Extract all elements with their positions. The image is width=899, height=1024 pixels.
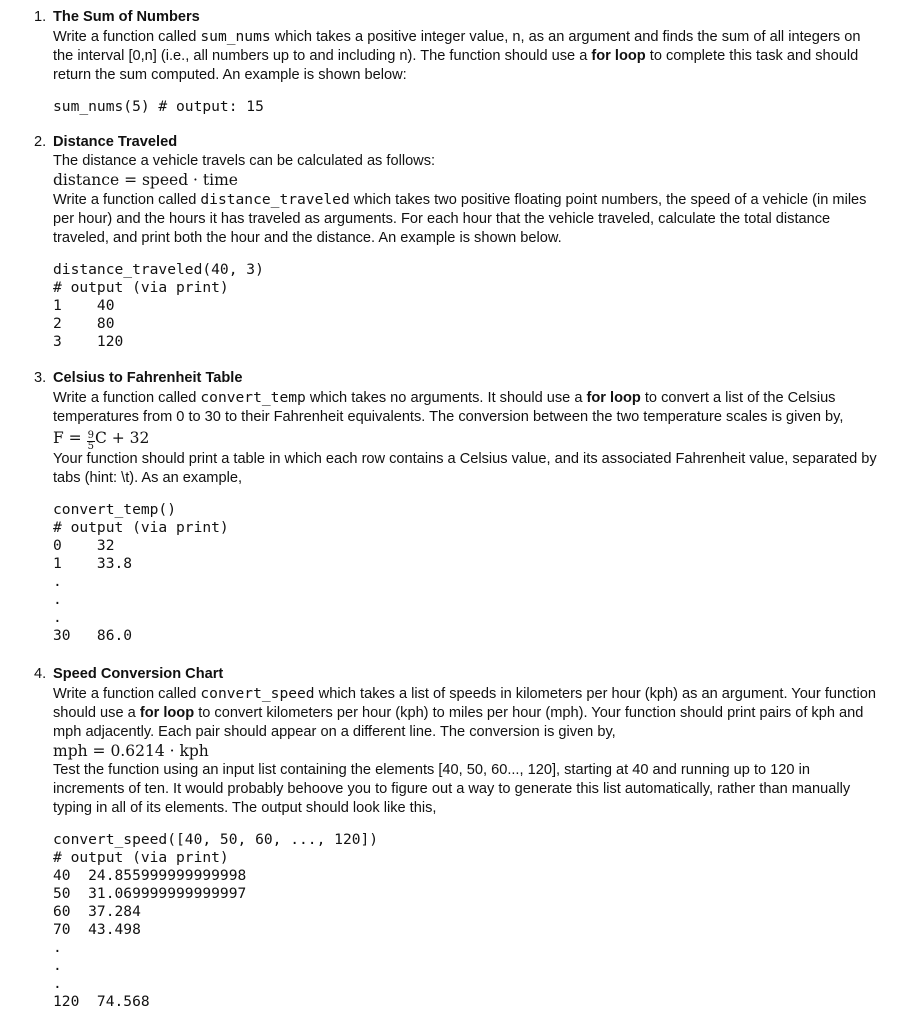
fraction: $\frac{9}{5}$: [87, 430, 94, 452]
formula: distance = speed · time: [53, 171, 238, 189]
problem-description: Write a function called convert_speed which takes a list of speeds in kilometers per hour (kph) as an argument. Your function should use a for loop to convert kilometers per hour (kph) to miles per hour (mph). Your function should print pairs of kph and mph adjacently. Each pair should appear on a different line. The conversion is given by,: [53, 685, 876, 740]
problem-number: 1.: [34, 9, 47, 25]
problem-title: Celsius to Fahrenheit Table: [53, 370, 243, 386]
formula: mph = 0.6214 · kph: [53, 742, 209, 760]
ellipsis-dots: . . .: [53, 939, 62, 992]
code-example: sum_nums(5) # output: 15: [53, 98, 264, 115]
ellipsis-dots: . . .: [53, 573, 62, 626]
problem-title: Distance Traveled: [53, 134, 178, 150]
formula: F = $\frac{9}{5}$ C + 32: [53, 429, 150, 452]
code-example-end: 120 74.568: [53, 993, 150, 1010]
problem-2: [34, 133, 884, 351]
problem-title: The Sum of Numbers: [53, 9, 200, 25]
problem-description: Write a function called sum_nums which takes a positive integer value, n, as an argument and finds the sum of all integers on the interval [0,n] (i.e., all numbers up to and including n). The function should use a for loop to complete this task and should return the sum computed. An example is shown below:: [53, 28, 861, 83]
problem-description-2: Your function should print a table in which each row contains a Celsius value, and its associated Fahrenheit value, separated by tabs (hint: \t). As an example,: [53, 451, 877, 486]
problem-title: Speed Conversion Chart: [53, 666, 224, 682]
problem-intro: The distance a vehicle travels can be calculated as follows:: [53, 153, 436, 169]
code-example: convert_temp() # output (via print) 0 32 1 33.8: [53, 501, 229, 572]
problem-number: 2.: [34, 134, 47, 150]
problem-4: [34, 665, 884, 1011]
code-example: convert_speed([40, 50, 60, ..., 120]) # output (via print) 40 24.855999999999998 50 31.069999999999997 60 37.284 70 43.498: [53, 831, 379, 938]
problem-1: [34, 8, 884, 116]
code-example-end: 30 86.0: [53, 627, 133, 644]
problem-description-2: Test the function using an input list containing the elements [40, 50, 60..., 120], starting at 40 and running up to 120 in increments of ten. It would probably behoove you to figure out a way to generate this list automatically, rather than manually typing in all of its elements. The output should look like this,: [53, 762, 851, 816]
problem-3: [34, 369, 884, 645]
problem-number: 3.: [34, 370, 47, 386]
code-example: distance_traveled(40, 3) # output (via print) 1 40 2 80 3 120: [53, 261, 264, 350]
problem-number: 4.: [34, 666, 47, 682]
problem-description: Write a function called distance_traveled which takes two positive floating point numbers, the speed of a vehicle (in miles per hour) and the hours it has traveled as arguments. For each hour that the vehicle traveled, calculate the total distance traveled, and print both the hour and the distance. An example is shown below.: [53, 191, 867, 246]
problem-description: Write a function called convert_temp which takes no arguments. It should use a for loop to convert a list of the Celsius temperatures from 0 to 30 to their Fahrenheit equivalents. The conversion between the two temperature scales is given by,: [53, 389, 844, 425]
